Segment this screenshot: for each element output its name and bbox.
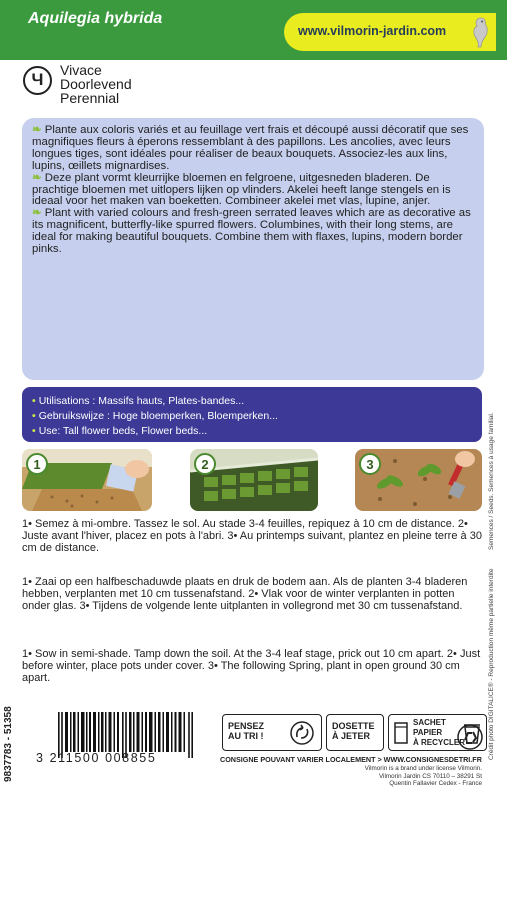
sorting-text xyxy=(228,721,264,741)
instructions-en: 1• Sow in semi-shade. Tamp down the soil. At the 3-4 leaf stage, prick out 10 cm apart. 2• Just before winter, place pots under cover. 3• The following Spring, plant in open ground 30 cm apart. xyxy=(22,648,481,685)
step-number: 2 xyxy=(194,453,216,475)
seeds-note xyxy=(488,390,500,550)
description-panel xyxy=(22,118,484,380)
capsule-line: À JETER xyxy=(332,731,371,741)
recycling-info xyxy=(222,714,487,751)
life-cycle-labels xyxy=(60,63,132,105)
instructions-fr: 1• Semez à mi-ombre. Tassez le sol. Au stade 3-4 feuilles, repiquez à 10 cm de distance. 2• Juste avant l'hiver, placez en pots à l'abri. 3• Au printemps suivant, plantez en pleine terre à 30 cm de distance. xyxy=(22,518,482,555)
brand-line: Vilmorin Jardin CS 70110 – 38291 St xyxy=(378,772,482,780)
sachet-line: À RECYCLER xyxy=(413,738,466,747)
uses-item xyxy=(32,394,472,409)
sorting-box xyxy=(222,714,322,751)
bullet-icon: • xyxy=(32,425,36,437)
instructions-nl: 1• Zaai op een halfbeschaduwde plaats en druk de bodem aan. Als de planten 3-4 bladeren hebben, verplanten met 10 cm tussenafstand. 2• Vlak voor de winter verplanten in potten onder glas. 3• Tijdens de volgende lente uitplanten in vollegrond met 30 cm tussenafstand. xyxy=(22,576,468,613)
uses-item xyxy=(32,409,472,424)
description-nl-text: Deze plant vormt kleurrijke bloemen en felgroene, uitgesneden bladeren. De prachtige bloemen met uitlopers lijken op vlinders. Akelei heeft lange stengels en is ideaal voor het maken van boeketten. Combineer akelei met vlas, lupine, anjer. xyxy=(32,171,451,208)
credits-note-text: Crédit photo DIGITALICE® - Reproduction même partielle interdite xyxy=(488,568,495,760)
credits-note xyxy=(488,568,500,760)
uses-panel xyxy=(22,387,482,442)
description-nl xyxy=(32,173,474,209)
brand-line: Quentin Fallavier Cedex - France xyxy=(389,780,482,787)
life-cycle-en: Perennial xyxy=(60,90,120,106)
uses-item xyxy=(32,424,472,439)
website-url[interactable]: www.vilmorin-jardin.com xyxy=(298,24,447,38)
description-fr xyxy=(32,125,474,173)
uses-en: Use: Tall flower beds, Flower beds... xyxy=(38,425,208,437)
step-2-illustration xyxy=(190,449,318,511)
description-en-text: Plant with varied colours and fresh-green serrated leaves which are as decorative as its magnificent, butterfly-like spurred flowers. Columbines, with their long stems, are ideal for making beautiful bouquets. Combine them with flaxes, lupins, modern border pinks. xyxy=(32,207,471,256)
product-code xyxy=(3,692,17,782)
capsule-line: DOSETTE xyxy=(332,721,375,731)
latin-name: Aquilegia hybrida xyxy=(28,10,163,27)
bird-logo-icon xyxy=(470,16,492,48)
capsule-box xyxy=(326,714,384,751)
uses-fr: Utilisations : Massifs hauts, Plates-bandes... xyxy=(38,395,245,407)
uses-nl: Gebruikswijze : Hoge bloemperken, Bloemperken... xyxy=(38,410,278,422)
sorting-line: PENSEZ xyxy=(228,721,265,731)
perennial-symbol-icon: Ч xyxy=(23,66,52,95)
leaf-bullet-icon: ❧ xyxy=(32,171,45,184)
step-number: 3 xyxy=(359,453,381,475)
product-code-text: 9837783 - 51358 xyxy=(3,706,14,782)
barcode-number: 3 211500 008855 xyxy=(36,751,157,765)
sorting-line: AU TRI ! xyxy=(228,731,264,741)
bullet-icon: • xyxy=(32,410,36,422)
recycle-icon xyxy=(457,724,483,750)
step-number: 1 xyxy=(26,453,48,475)
description-en xyxy=(32,208,474,256)
step-1-illustration xyxy=(22,449,152,511)
description-fr-text: Plante aux coloris variés et au feuillage vert frais et découpé aussi décoratif que ses magnifiques fleurs à éperons ressemblant à des papillons. Les ancolies, avec leurs longues tiges, sont idéales pour réaliser de beaux bouquets. Associez-les aux lins, lupins, œillets mignardises. xyxy=(32,124,469,172)
sachet-line: SACHET xyxy=(413,718,446,727)
capsule-text xyxy=(332,721,375,741)
website-pill[interactable] xyxy=(284,13,496,51)
brand-line: Vilmorin is a brand under license Vilmorin. xyxy=(364,765,482,772)
bullet-icon: • xyxy=(32,395,36,407)
step-3-illustration xyxy=(355,449,482,511)
brand-info xyxy=(316,765,482,788)
consignes-text[interactable]: CONSIGNE POUVANT VARIER LOCALEMENT > WWW.CONSIGNESDETRI.FR xyxy=(220,755,482,764)
leaf-bullet-icon: ❧ xyxy=(32,124,45,136)
triman-icon xyxy=(289,720,315,746)
life-cycle-fr: Vivace xyxy=(60,62,102,78)
leaf-bullet-icon: ❧ xyxy=(32,207,45,220)
sachet-line: PAPIER xyxy=(413,728,443,737)
seeds-note-text: Semences / Seeds. Semences à usage familial. xyxy=(488,412,495,550)
life-cycle-nl: Doorlevend xyxy=(60,76,132,92)
sachet-icon xyxy=(392,721,410,745)
